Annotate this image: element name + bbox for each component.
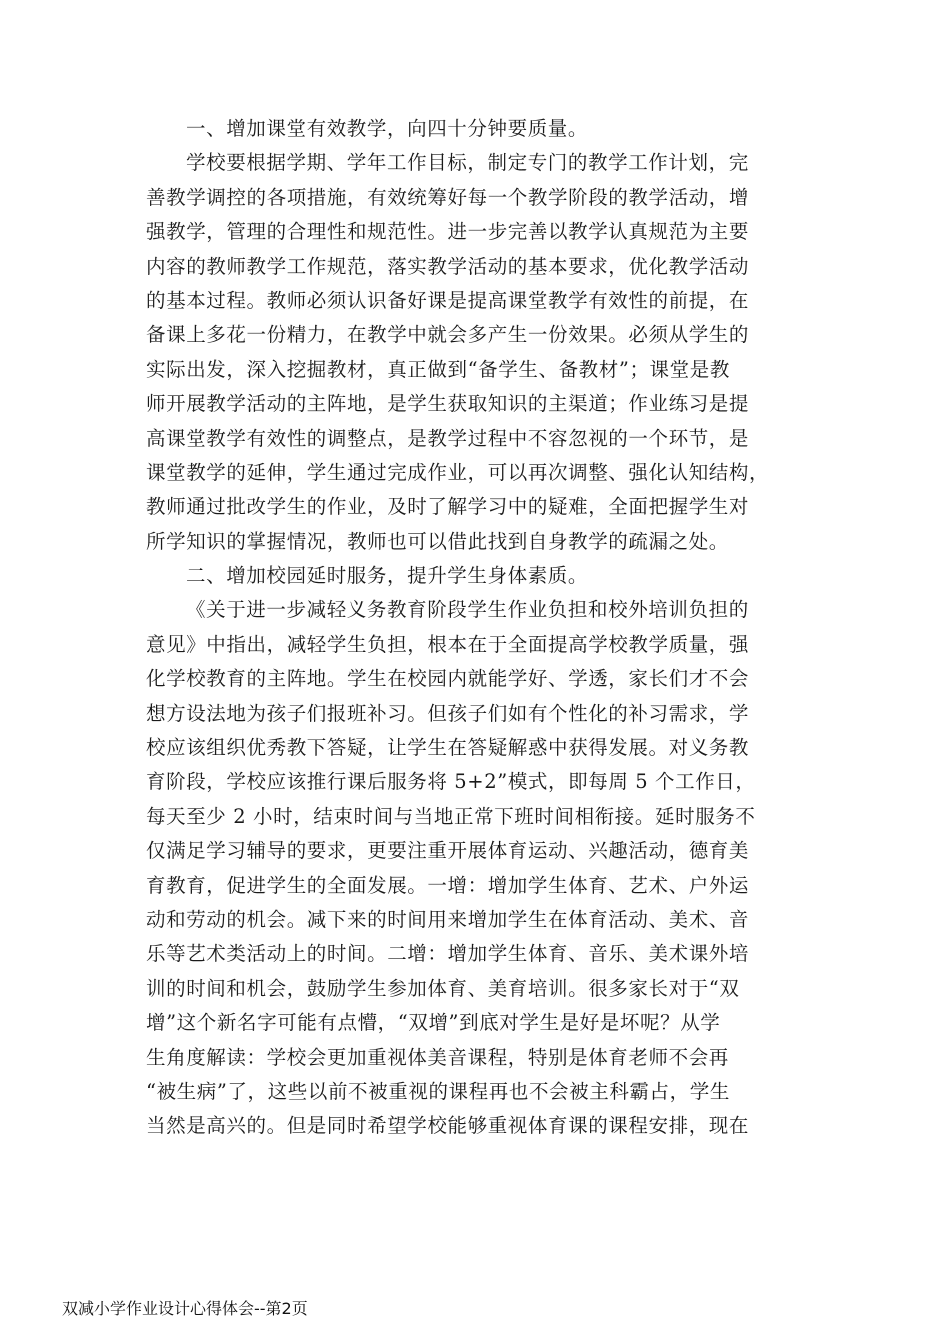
section-heading-1: 一、增加课堂有效教学，向四十分钟要质量。 (186, 117, 589, 140)
paragraph-line: 意见》中指出，减轻学生负担，根本在于全面提高学校教学质量，强 (146, 632, 750, 656)
paragraph-line: 课堂教学的延伸，学生通过完成作业，可以再次调整、强化认知结构， (146, 460, 770, 484)
paragraph-line: 学校要根据学期、学年工作目标，制定专门的教学工作计划，完 (186, 151, 749, 175)
paragraph-line: 备课上多花一份精力，在教学中就会多产生一份效果。必须从学生的 (146, 323, 750, 347)
paragraph-line: 动和劳动的机会。减下来的时间用来增加学生在体育活动、美术、音 (146, 907, 750, 931)
paragraph-line: 师开展教学活动的主阵地，是学生获取知识的主渠道；作业练习是提 (146, 392, 750, 416)
paragraph-line: 训的时间和机会，鼓励学生参加体育、美育培训。很多家长对于“双 (146, 976, 740, 1000)
paragraph-line: 每天至少 2 小时，结束时间与当地正常下班时间相衔接。延时服务不 (146, 804, 756, 828)
paragraph-line: 育阶段，学校应该推行课后服务将 5+2”模式，即每周 5 个工作日， (146, 770, 756, 794)
paragraph-line: 所学知识的掌握情况，教师也可以借此找到自身教学的疏漏之处。 (146, 529, 729, 553)
paragraph-line: 化学校教育的主阵地。学生在校园内就能学好、学透，家长们才不会 (146, 667, 750, 691)
paragraph-line: 实际出发，深入挖掘教材，真正做到“备学生、备教材”；课堂是教 (146, 357, 730, 381)
paragraph-line: “被生病”了，这些以前不被重视的课程再也不会被主科霸占，学生 (146, 1079, 730, 1103)
paragraph-line: 乐等艺术类活动上的时间。二增：增加学生体育、音乐、美术课外培 (146, 942, 750, 966)
paragraph-line: 善教学调控的各项措施，有效统筹好每一个教学阶段的教学活动，增 (146, 185, 750, 209)
paragraph-line: 校应该组织优秀教下答疑，让学生在答疑解惑中获得发展。对义务教 (146, 736, 750, 760)
paragraph-line: 的基本过程。教师必须认识备好课是提高课堂教学有效性的前提，在 (146, 288, 750, 312)
section-heading-2: 二、增加校园延时服务，提升学生身体素质。 (186, 564, 589, 588)
paragraph-line: 《关于进一步减轻义务教育阶段学生作业负担和校外培训负担的 (186, 598, 749, 622)
paragraph-line: 增”这个新名字可能有点懵，“双增”到底对学生是好是坏呢？从学 (146, 1011, 721, 1035)
paragraph-line: 想方设法地为孩子们报班补习。但孩子们如有个性化的补习需求，学 (146, 701, 750, 725)
paragraph-line: 内容的教师教学工作规范，落实教学活动的基本要求，优化教学活动 (146, 254, 750, 278)
paragraph-line: 生角度解读：学校会更加重视体美音课程，特别是体育老师不会再 (146, 1045, 729, 1069)
paragraph-line: 教师通过批改学生的作业，及时了解学习中的疑难，全面把握学生对 (146, 495, 750, 519)
paragraph-line: 仅满足学习辅导的要求，更要注重开展体育运动、兴趣活动，德育美 (146, 839, 750, 863)
paragraph-line: 当然是高兴的。但是同时希望学校能够重视体育课的课程安排，现在 (146, 1114, 750, 1138)
document-body (146, 112, 810, 1144)
paragraph-line: 强教学，管理的合理性和规范性。进一步完善以教学认真规范为主要 (146, 220, 750, 244)
paragraph-line: 高课堂教学有效性的调整点，是教学过程中不容忽视的一个环节，是 (146, 426, 750, 450)
page-footer: 双减小学作业设计心得体会--第2页 (62, 1299, 308, 1318)
paragraph-line: 育教育，促进学生的全面发展。一增：增加学生体育、艺术、户外运 (146, 873, 750, 897)
